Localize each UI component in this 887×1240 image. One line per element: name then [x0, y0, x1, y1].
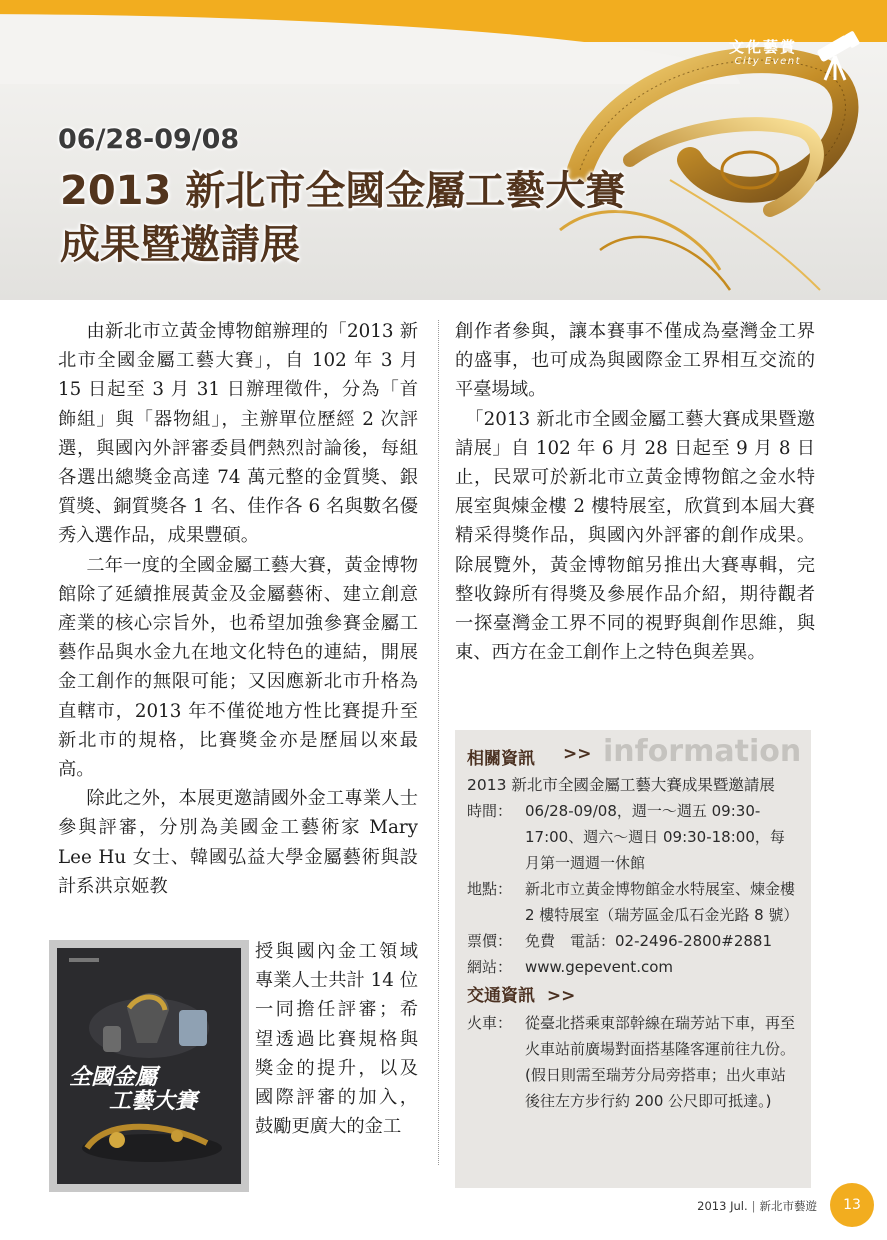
info-row-ticket [467, 928, 799, 954]
info-heading-en: information [603, 734, 802, 769]
info-label: 地點： [467, 880, 513, 898]
info-value: 新北市立黃金博物館金水特展室、煉金樓 2 樓特展室（瑞芳區金瓜石金光路 8 號） [525, 880, 799, 924]
page-title [60, 164, 625, 272]
info-value: 06/28-09/08，週一～週五 09:30-17:00、週六～週日 09:30-18:00，每月第一週週一休館 [525, 802, 785, 872]
header-banner [0, 0, 887, 300]
info-label: 票價： [467, 932, 513, 950]
article-paragraph: 二年一度的全國金屬工藝大賽，黃金博物館除了延續推展黃金及金屬藝術、建立創意產業的核心宗旨外，也希望加強參賽金屬工藝作品與水金九在地文化特色的連結，開展金工創作的無限可能；又因應新北市升格為直轄市，2013 年不僅從地方性比賽提升至新北市的規格，比賽獎金亦是歷屆以來最高。 [58, 554, 418, 781]
info-label: 火車： [467, 1014, 513, 1032]
info-event-name: 2013 新北市全國金屬工藝大賽成果暨邀請展 [467, 776, 775, 794]
article-wrap-text: 授與國內金工領域專業人士共計 14 位一同擔任評審；希望透過比賽規格與獎金的提升，以及國際評審的加入，鼓勵更廣大的金工 [255, 941, 418, 1138]
info-row-time [467, 798, 799, 876]
info-value: 免費 電話：02-2496-2800#2881 [525, 932, 773, 950]
column-divider [438, 320, 439, 1165]
info-heading: 相關資訊 [467, 749, 535, 769]
double-chevron-icon: >> [563, 744, 592, 764]
event-date: 06/28-09/08 [58, 124, 240, 155]
article-paragraph: 除此之外，本展更邀請國外金工專業人士參與評審，分別為美國金工藝術家 Mary Lee Hu 女士、韓國弘益大學金屬藝術與設計系洪京姬教 [58, 788, 418, 897]
article-left-column [58, 317, 418, 901]
magazine-name: 新北市藝遊 [759, 1199, 817, 1213]
article-paragraph: 「2013 新北市全國金屬工藝大賽成果暨邀請展」自 102 年 6 月 28 日起至 9 月 8 日止，民眾可於新北市立黃金博物館之金水特展室與煉金樓 2 樓特展室，欣賞到本屆大賽精采得獎作品，與國內外評審的創作成果。除展覽外，黃金博物館另推出大賽專輯，完整收錄所有得獎及參展作品介紹，期待觀者一探臺灣金工界不同的視野與創作思維，與東、西方在金工創作上之特色與差異。 [455, 408, 815, 664]
page-footer [697, 1198, 817, 1214]
issue-date: 2013 Jul. [697, 1199, 748, 1213]
section-subtitle: City Event [734, 56, 801, 67]
info-box [455, 730, 811, 1188]
section-title: 文化藝賞 [728, 38, 797, 56]
catalog-cover [57, 948, 241, 1184]
info-header [467, 734, 802, 770]
article-paragraph: 由新北市立黃金博物館辦理的「2013 新北市全國金屬工藝大賽」，自 102 年 3 月 15 日起至 3 月 31 日辦理徵件，分為「首飾組」與「器物組」，主辦單位歷經 2 次評選，與國內外評審委員們熱烈討論後，每組各選出總獎金高達 74 萬元整的金質獎、銀質獎、銅質獎各 1 名、佳作各 6 名與數名優秀入選作品，成果豐碩。 [58, 321, 418, 547]
cover-title [69, 1066, 197, 1114]
info-row-train [467, 1010, 799, 1114]
title-line-2: 成果暨邀請展 [60, 222, 300, 268]
article-paragraph: 創作者參與，讓本賽事不僅成為臺灣金工界的盛事，也可成為與國際金工界相互交流的平臺場域。 [455, 321, 815, 401]
info-label: 網站： [467, 958, 513, 976]
cover-title-line-2: 工藝大賽 [109, 1089, 198, 1114]
catalog-cover-image [49, 940, 249, 1192]
footer-separator: | [751, 1199, 756, 1213]
info-label: 時間： [467, 802, 513, 820]
double-chevron-icon: >> [546, 986, 576, 1006]
cover-title-line-1: 全國金屬 [69, 1065, 158, 1090]
info-row-location [467, 876, 799, 928]
article-right-column [455, 317, 815, 667]
transport-header [467, 982, 799, 1010]
title-line-1: 2013 新北市全國金屬工藝大賽 [60, 168, 626, 214]
transport-heading: 交通資訊 [467, 986, 535, 1006]
info-value: 從臺北搭乘東部幹線在瑞芳站下車，再至火車站前廣場對面搭基隆客運前往九份。(假日則需至瑞芳分局旁搭車；出火車站後往左方步行約 200 公尺即可抵達。) [525, 1014, 796, 1110]
info-row-website [467, 954, 799, 980]
telescope-icon [809, 28, 865, 84]
website-link[interactable]: www.gepevent.com [525, 958, 673, 976]
page-number: 13 [830, 1183, 874, 1227]
